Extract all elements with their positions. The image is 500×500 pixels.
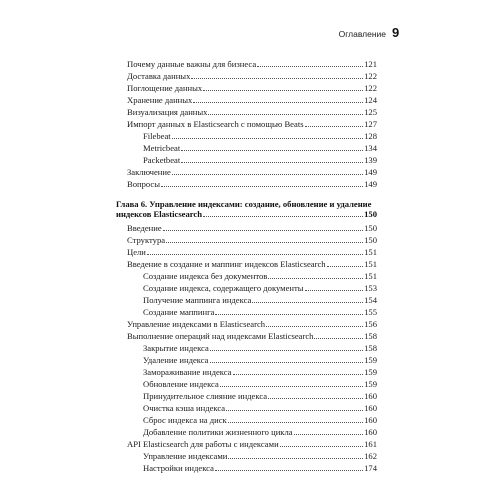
toc-entry-title: Принудительное слияние индекса bbox=[143, 391, 268, 401]
toc-entry-title: Визуализация данных bbox=[127, 107, 208, 117]
toc-entry[interactable] bbox=[116, 154, 377, 166]
dot-leader bbox=[257, 66, 363, 67]
toc-entry-page: 149 bbox=[364, 179, 377, 189]
toc-entry-title: Цели bbox=[127, 247, 146, 257]
toc-entry[interactable] bbox=[116, 282, 377, 294]
dot-leader bbox=[172, 174, 363, 175]
toc-entry-title: Выполнение операций над индексами Elasticsearch bbox=[127, 331, 314, 341]
toc-entry-page: 139 bbox=[364, 155, 377, 165]
table-of-contents bbox=[116, 58, 377, 474]
dot-leader bbox=[268, 278, 363, 279]
dot-leader bbox=[163, 230, 363, 231]
chapter-heading[interactable] bbox=[116, 199, 377, 219]
toc-section-chapter-6 bbox=[116, 222, 377, 474]
dot-leader bbox=[147, 254, 363, 255]
toc-entry-page: 158 bbox=[364, 343, 377, 353]
toc-entry-title: Заключение bbox=[127, 167, 171, 177]
dot-leader bbox=[305, 126, 364, 127]
dot-leader bbox=[294, 434, 364, 435]
dot-leader bbox=[266, 326, 363, 327]
toc-entry[interactable] bbox=[116, 130, 377, 142]
toc-entry-page: 154 bbox=[364, 295, 377, 305]
dot-leader bbox=[314, 338, 363, 339]
dot-leader bbox=[208, 114, 363, 115]
toc-entry-title: Введение bbox=[127, 223, 162, 233]
toc-entry-page: 153 bbox=[364, 283, 377, 293]
chapter-title-line-1: Глава 6. Управление индексами: создание, обновление и удаление bbox=[116, 199, 372, 209]
toc-entry-page: 151 bbox=[364, 247, 377, 257]
toc-entry[interactable] bbox=[116, 222, 377, 234]
toc-entry-title: Импорт данных в Elasticsearch с помощью Beats bbox=[127, 119, 304, 129]
dot-leader bbox=[228, 422, 363, 423]
toc-entry-page: 158 bbox=[364, 331, 377, 341]
toc-entry[interactable] bbox=[116, 318, 377, 330]
toc-entry[interactable] bbox=[116, 402, 377, 414]
dot-leader bbox=[181, 150, 363, 151]
toc-entry[interactable] bbox=[116, 246, 377, 258]
toc-entry-page: 128 bbox=[364, 131, 377, 141]
toc-entry-title: Metricbeat bbox=[143, 143, 181, 153]
toc-entry-title: Получение маппинга индекса bbox=[143, 295, 252, 305]
toc-entry-title: Хранение данных bbox=[127, 95, 193, 105]
toc-entry-page: 160 bbox=[364, 415, 377, 425]
toc-entry-title: Замораживание индекса bbox=[143, 367, 232, 377]
toc-entry-title: Закрытие индекса bbox=[143, 343, 209, 353]
toc-entry-title: Вопросы bbox=[127, 179, 161, 189]
dot-leader bbox=[166, 242, 363, 243]
toc-entry-page: 162 bbox=[364, 451, 377, 461]
dot-leader bbox=[220, 386, 363, 387]
toc-entry-title: API Elasticsearch для работы с индексами bbox=[127, 439, 279, 449]
toc-entry-page: 159 bbox=[364, 355, 377, 365]
toc-entry-title: Обновление индекса bbox=[143, 379, 219, 389]
toc-entry-title: Добавление политики жизненного цикла bbox=[143, 427, 293, 437]
toc-entry[interactable] bbox=[116, 270, 377, 282]
toc-entry-title: Создание маппинга bbox=[143, 307, 215, 317]
toc-entry-page: 160 bbox=[364, 391, 377, 401]
chapter-title-line-2-row bbox=[116, 209, 377, 219]
dot-leader bbox=[215, 314, 363, 315]
dot-leader bbox=[203, 90, 363, 91]
toc-entry-page: 151 bbox=[364, 259, 377, 269]
toc-entry[interactable] bbox=[116, 58, 377, 70]
toc-entry-title: Управление индексами bbox=[143, 451, 228, 461]
toc-entry-title: Введение в создание и маппинг индексов Elasticsearch bbox=[127, 259, 326, 269]
dot-leader bbox=[193, 102, 363, 103]
toc-entry-title: Очистка кэша индекса bbox=[143, 403, 226, 413]
toc-entry[interactable] bbox=[116, 82, 377, 94]
toc-entry-title: Почему данные важны для бизнеса bbox=[127, 59, 257, 69]
toc-entry[interactable] bbox=[116, 258, 377, 270]
toc-entry[interactable] bbox=[116, 414, 377, 426]
dot-leader bbox=[210, 362, 364, 363]
toc-entry-title: Доставка данных bbox=[127, 71, 191, 81]
toc-entry-title: Структура bbox=[127, 235, 166, 245]
dot-leader bbox=[280, 446, 363, 447]
toc-entry[interactable] bbox=[116, 234, 377, 246]
toc-entry[interactable] bbox=[116, 426, 377, 438]
toc-entry[interactable] bbox=[116, 342, 377, 354]
toc-entry-title: Создание индекса, содержащего документы bbox=[143, 283, 304, 293]
toc-entry-title: Сброс индекса на диск bbox=[143, 415, 227, 425]
toc-entry-title: Filebeat bbox=[143, 131, 171, 141]
dot-leader bbox=[161, 186, 363, 187]
dot-leader bbox=[268, 398, 363, 399]
toc-entry-title: Создание индекса без документов bbox=[143, 271, 268, 281]
dot-leader bbox=[215, 470, 363, 471]
toc-entry-title: Поглощение данных bbox=[127, 83, 203, 93]
dot-leader bbox=[226, 410, 363, 411]
toc-entry[interactable] bbox=[116, 450, 377, 462]
toc-entry-title: Настройки индекса bbox=[143, 463, 214, 473]
toc-entry[interactable] bbox=[116, 106, 377, 118]
toc-entry-page: 125 bbox=[364, 107, 377, 117]
toc-entry[interactable] bbox=[116, 178, 377, 190]
toc-section-chapter-5-end bbox=[116, 58, 377, 190]
toc-entry-title: Удаление индекса bbox=[143, 355, 209, 365]
toc-entry[interactable] bbox=[116, 438, 377, 450]
dot-leader bbox=[181, 162, 363, 163]
toc-entry-page: 150 bbox=[364, 223, 377, 233]
chapter-page-number: 150 bbox=[364, 209, 377, 219]
dot-leader bbox=[203, 216, 363, 217]
chapter-title-line-2: индексов Elasticsearch bbox=[116, 209, 203, 219]
dot-leader bbox=[233, 374, 364, 375]
dot-leader bbox=[172, 138, 363, 139]
toc-entry-page: 127 bbox=[364, 119, 377, 129]
toc-entry[interactable] bbox=[116, 94, 377, 106]
toc-entry[interactable] bbox=[116, 366, 377, 378]
toc-entry-page: 149 bbox=[364, 167, 377, 177]
toc-entry[interactable] bbox=[116, 354, 377, 366]
toc-entry-page: 122 bbox=[364, 71, 377, 81]
toc-entry-title: Управление индексами в Elasticsearch bbox=[127, 319, 266, 329]
dot-leader bbox=[228, 458, 363, 459]
toc-entry-page: 134 bbox=[364, 143, 377, 153]
toc-entry-page: 124 bbox=[364, 95, 377, 105]
toc-entry-page: 174 bbox=[364, 463, 377, 473]
toc-entry-page: 159 bbox=[364, 379, 377, 389]
toc-entry-page: 161 bbox=[364, 439, 377, 449]
toc-entry[interactable] bbox=[116, 142, 377, 154]
toc-entry-page: 159 bbox=[364, 367, 377, 377]
toc-entry-page: 150 bbox=[364, 235, 377, 245]
dot-leader bbox=[252, 302, 363, 303]
toc-entry-page: 160 bbox=[364, 427, 377, 437]
toc-entry[interactable] bbox=[116, 330, 377, 342]
toc-entry-page: 151 bbox=[364, 271, 377, 281]
toc-entry[interactable] bbox=[116, 118, 377, 130]
running-title: Оглавление bbox=[338, 29, 386, 39]
dot-leader bbox=[210, 350, 363, 351]
toc-entry[interactable] bbox=[116, 294, 377, 306]
toc-entry-page: 121 bbox=[364, 59, 377, 69]
toc-entry[interactable] bbox=[116, 390, 377, 402]
toc-entry-title: Packetbeat bbox=[143, 155, 181, 165]
toc-entry-page: 155 bbox=[364, 307, 377, 317]
dot-leader bbox=[327, 266, 364, 267]
toc-entry[interactable] bbox=[116, 378, 377, 390]
toc-entry-page: 156 bbox=[364, 319, 377, 329]
section-gap bbox=[116, 190, 377, 199]
toc-entry[interactable] bbox=[116, 462, 377, 474]
toc-entry-page: 122 bbox=[364, 83, 377, 93]
toc-entry[interactable] bbox=[116, 306, 377, 318]
toc-entry[interactable] bbox=[116, 70, 377, 82]
page-number: 9 bbox=[392, 25, 400, 40]
dot-leader bbox=[191, 78, 363, 79]
toc-entry-page: 160 bbox=[364, 403, 377, 413]
toc-entry[interactable] bbox=[116, 166, 377, 178]
dot-leader bbox=[305, 290, 364, 291]
